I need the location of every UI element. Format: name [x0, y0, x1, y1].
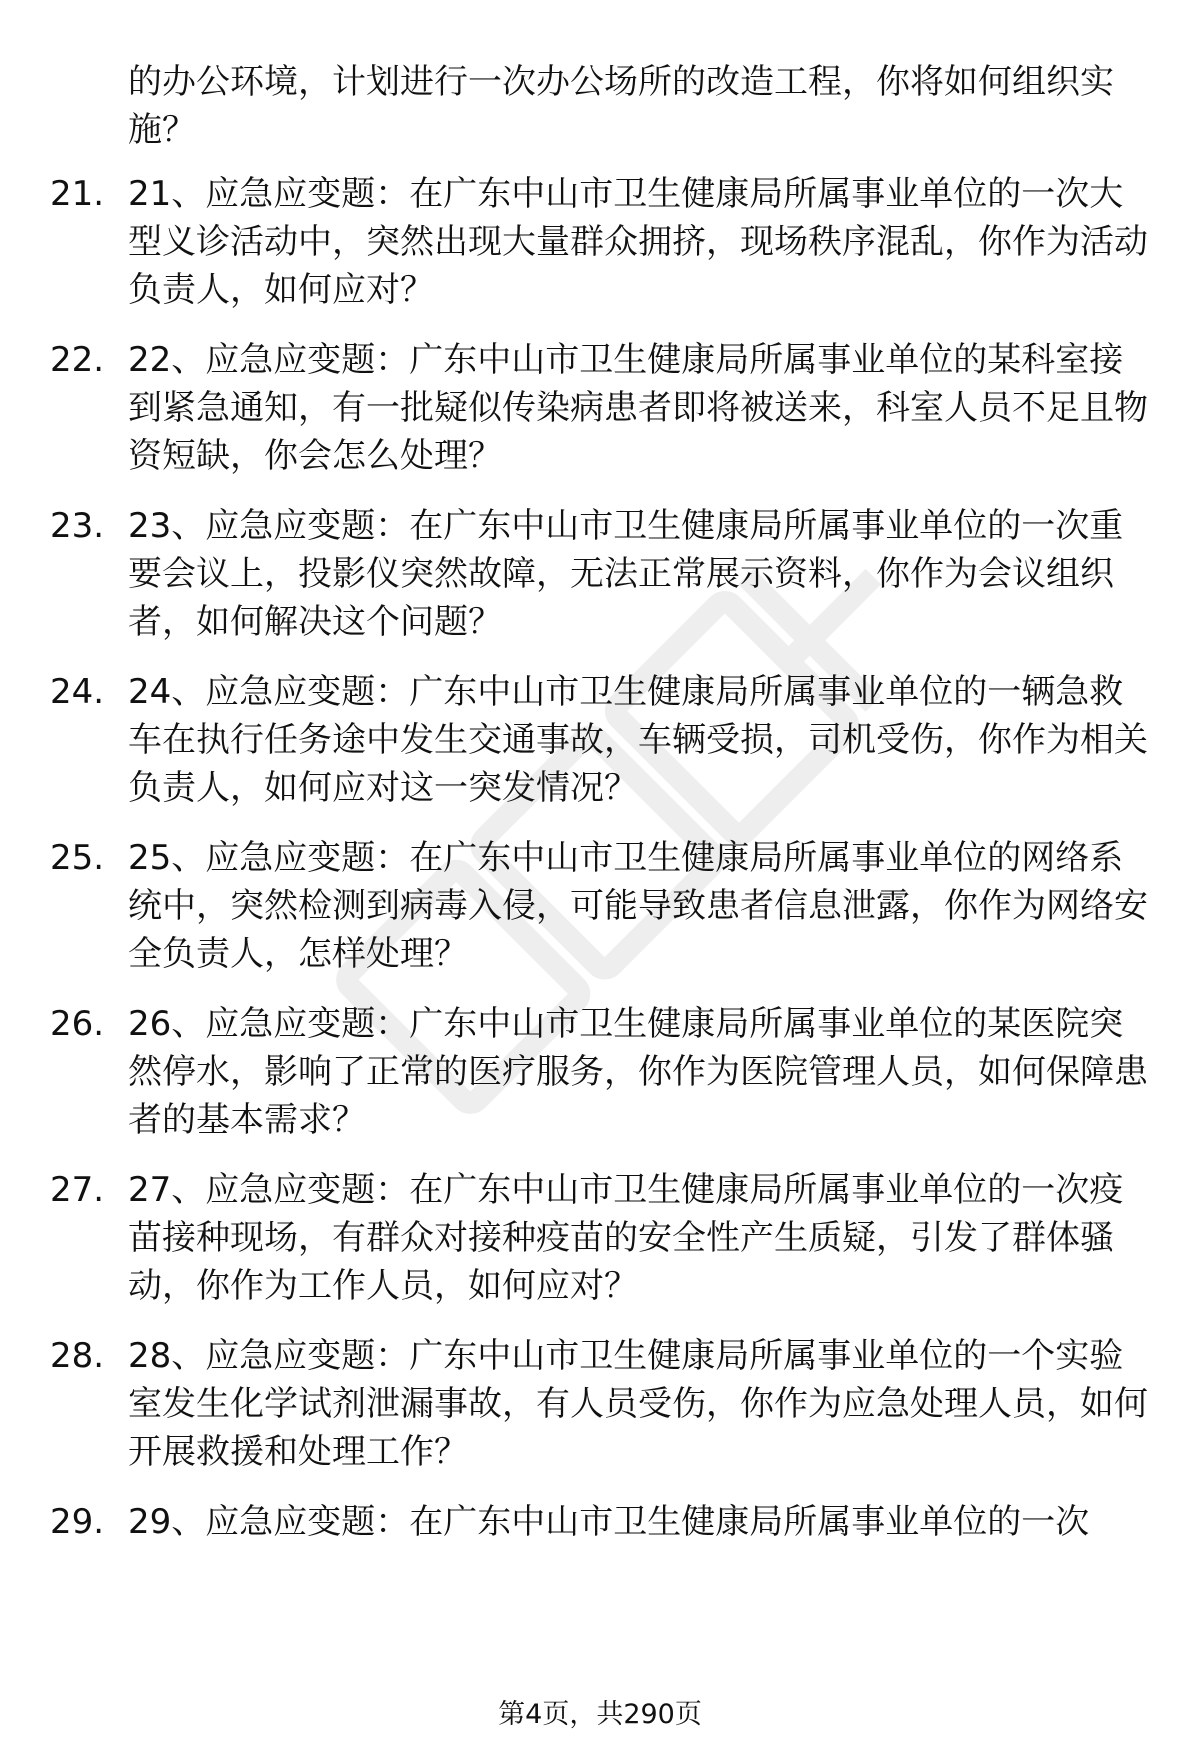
list-item-number: 27. [50, 1170, 105, 1210]
list-item-number: 29. [50, 1502, 105, 1542]
list-item-text: 28、应急应变题：广东中山市卫生健康局所属事业单位的一个实验室发生化学试剂泄漏事故，有人员受伤，你作为应急处理人员，如何开展救援和处理工作？ [128, 1336, 1148, 1472]
list-item-text: 26、应急应变题：广东中山市卫生健康局所属事业单位的某医院突然停水，影响了正常的医疗服务，你作为医院管理人员，如何保障患者的基本需求？ [128, 1004, 1148, 1140]
list-item-number: 26. [50, 1004, 105, 1044]
continuation-text: 的办公环境，计划进行一次办公场所的改造工程，你将如何组织实施？ [128, 62, 1114, 150]
list-item-number: 21. [50, 174, 105, 214]
list-item-text: 22、应急应变题：广东中山市卫生健康局所属事业单位的某科室接到紧急通知，有一批疑似传染病患者即将被送来，科室人员不足且物资短缺，你会怎么处理？ [128, 340, 1148, 476]
list-item-text: 23、应急应变题：在广东中山市卫生健康局所属事业单位的一次重要会议上，投影仪突然故障，无法正常展示资料，你作为会议组织者，如何解决这个问题？ [128, 506, 1124, 642]
list-item-text: 29、应急应变题：在广东中山市卫生健康局所属事业单位的一次 [128, 1502, 1090, 1542]
list-item-text: 24、应急应变题：广东中山市卫生健康局所属事业单位的一辆急救车在执行任务途中发生交通事故，车辆受损，司机受伤，你作为相关负责人，如何应对这一突发情况？ [128, 672, 1148, 808]
list-item-text: 25、应急应变题：在广东中山市卫生健康局所属事业单位的网络系统中，突然检测到病毒入侵，可能导致患者信息泄露，你作为网络安全负责人，怎样处理？ [128, 838, 1148, 974]
list-item-number: 25. [50, 838, 105, 878]
list-item-number: 24. [50, 672, 105, 712]
page-footer: 第4页，共290页 [498, 1699, 702, 1730]
list-item-number: 23. [50, 506, 105, 546]
list-item-text: 27、应急应变题：在广东中山市卫生健康局所属事业单位的一次疫苗接种现场，有群众对接种疫苗的安全性产生质疑，引发了群体骚动，你作为工作人员，如何应对？ [128, 1170, 1124, 1306]
list-item-text: 21、应急应变题：在广东中山市卫生健康局所属事业单位的一次大型义诊活动中，突然出现大量群众拥挤，现场秩序混乱，你作为活动负责人，如何应对？ [128, 174, 1148, 310]
list-item-number: 22. [50, 340, 105, 380]
list-item-number: 28. [50, 1336, 105, 1376]
